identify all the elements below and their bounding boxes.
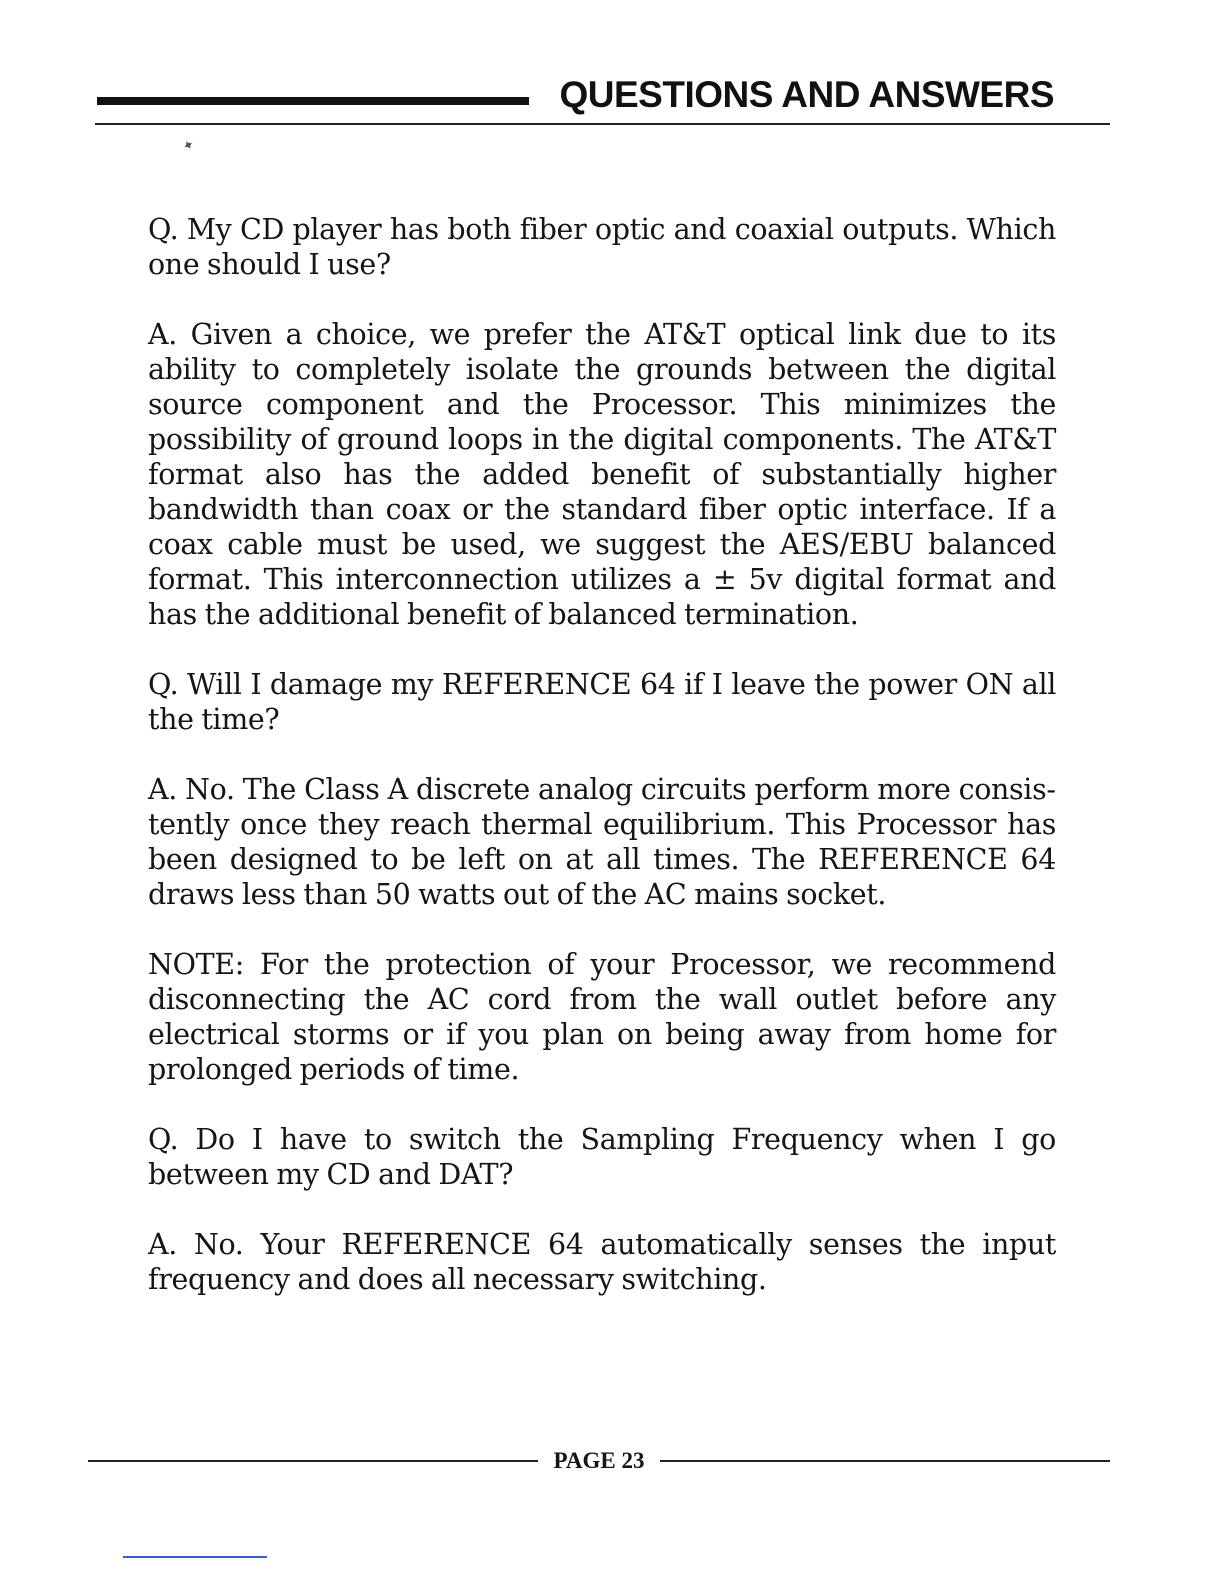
question-1: Q. My CD player has both fiber optic and coaxial outputs. Which one should I use? xyxy=(148,213,1056,281)
qa-content xyxy=(148,212,1056,1332)
footer-rule-left xyxy=(88,1460,538,1462)
answer-3: A. No. Your REFERENCE 64 automatically senses the input frequency and does all necessary switching. xyxy=(148,1228,1056,1296)
page-footer xyxy=(88,1448,1110,1474)
note: NOTE: For the protection of your Processor, we recommend disconnecting the AC cord from the wall outlet before any electrical storms or if you plan on being away from home for prolonged periods of time. xyxy=(148,948,1056,1086)
answer-2: A. No. The Class A discrete analog circuits perform more consistently once they reach thermal equilibrium. This Processor has been designed to be left on at all times. The REFERENCE 64 draws less than 50 watts out of the AC mains socket. xyxy=(148,773,1056,911)
page-number: PAGE 23 xyxy=(553,1448,645,1473)
question-3: Q. Do I have to switch the Sampling Frequency when I go between my CD and DAT? xyxy=(148,1123,1056,1191)
page-title: QUESTIONS AND ANSWERS xyxy=(559,74,1054,115)
answer-1: A. Given a choice, we prefer the AT&T optical link due to its ability to completely isolate the grounds between the digital source component and the Processor. This minimizes the possibility of ground loops in the digital components. The AT&T format also has the added benefit of substantially higher bandwidth than coax or the standard fiber optic interface. If a coax cable must be used, we suggest the AES/EBU balanced format. This interconnection utilizes a ± 5v digital format and has the additional benefit of balanced termination. xyxy=(148,318,1056,631)
header-rule-thick xyxy=(97,97,529,105)
question-2: Q. Will I damage my REFERENCE 64 if I leave the power ON all the time? xyxy=(148,668,1056,736)
bottom-edge-mark xyxy=(123,1556,267,1558)
stray-mark-icon: ✦ xyxy=(179,136,198,156)
header-rule-thin xyxy=(95,123,1110,125)
footer-rule-right xyxy=(660,1460,1110,1462)
